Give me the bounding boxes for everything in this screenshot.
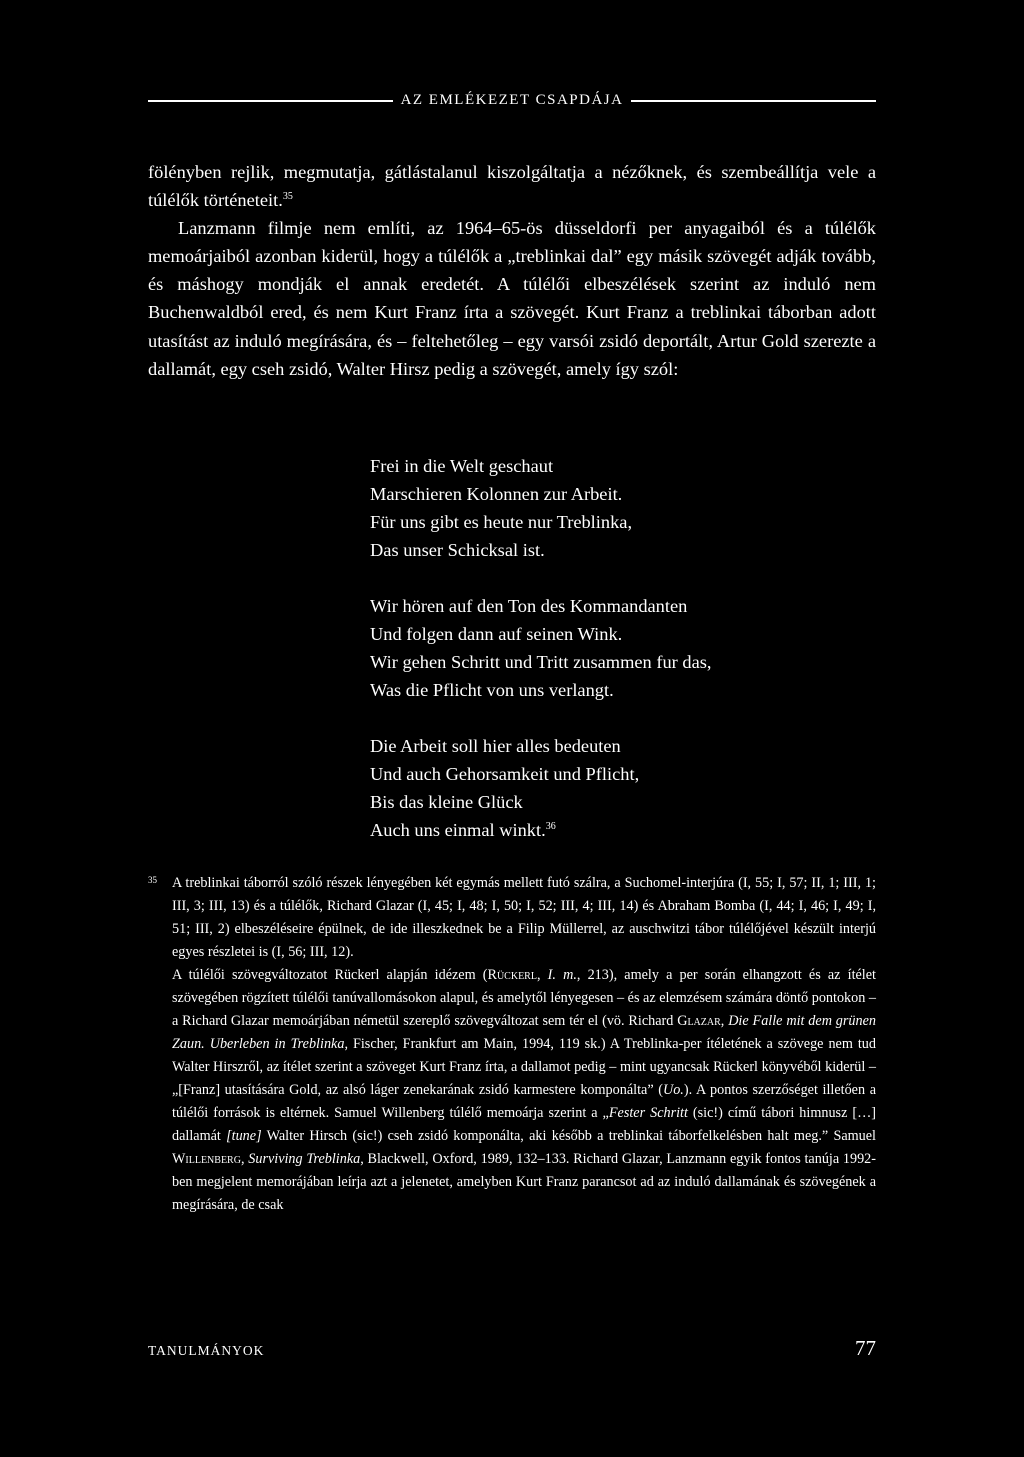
poem-stanza-3 xyxy=(370,732,870,844)
header-rule-right xyxy=(631,100,876,102)
footnote-number: 35 xyxy=(148,875,157,885)
paragraph-2: Lanzmann filmje nem említi, az 1964–65-ös düsseldorfi per anyagaiból és a túlélők memoárjaiból azonban kiderül, hogy a túlélők a „treblinkai dal” egy másik szövegét adják tovább, és máshogy mondják el annak eredetét. A túlélői elbeszélések szerint az induló nem Buchenwaldból ered, és nem Kurt Franz írta a szövegét. Kurt Franz a treblinkai táborban adott utasítást az induló megírására, és – feltehetőleg – egy varsói zsidó deportált, Artur Gold szerezte a dallamát, egy cseh zsidó, Walter Hirsz pedig a szövegét, amely így szól: xyxy=(148,218,876,379)
fn-text: Walter Hirsch (sic!) cseh zsidó komponálta, aki később a treblinkai táborfelkelésben halt meg.” Samuel xyxy=(261,1128,876,1144)
poem-line: Und folgen dann auf seinen Wink. xyxy=(370,624,623,644)
footnote-ref-36: 36 xyxy=(545,821,556,832)
poem xyxy=(370,452,870,872)
poem-line-last xyxy=(370,816,870,844)
poem-stanza-1 xyxy=(370,452,870,564)
poem-line: Das unser Schicksal ist. xyxy=(370,540,545,560)
footnote-35 xyxy=(148,872,876,1217)
author-name: Rückerl xyxy=(487,967,537,983)
poem-line: Wir gehen Schritt und Tritt zusammen fur das, xyxy=(370,652,712,672)
book-title: Die Falle mit dem grünen Zaun. Uberleben in Treblinka xyxy=(172,1013,876,1052)
header-rule-left xyxy=(148,100,393,102)
poem-line: Marschieren Kolonnen zur Arbeit. xyxy=(370,484,623,504)
fn-text: , Fischer, Frankfurt am Main, 1994, 119 sk.) A Treblinka-per ítéletének a szövege nem tud Walter Hirszről, az ítélet szerint a szöveget Kurt Franz írta, a dallamot pedig – mint ugyancsak Rückerl könyvéből kiderül – „[Franz] utasítására Gold, az alsó láger zenekarának zsidó karmestere komponálta” ( xyxy=(172,1036,876,1098)
running-header xyxy=(148,92,876,109)
fn-text: A túlélői szövegváltozatot Rückerl alapján idézem ( xyxy=(172,967,488,983)
paragraph-1 xyxy=(148,158,876,214)
song-title: Fester Schritt xyxy=(608,1105,688,1121)
main-text xyxy=(148,158,876,383)
poem-stanza-2 xyxy=(370,592,870,704)
poem-line-text: Auch uns einmal winkt. xyxy=(370,820,546,840)
paragraph-1-text: fölényben rejlik, megmutatja, gátlástalanul kiszolgáltatja a nézőknek, és szembeállítja vele a túlélők történeteit. xyxy=(148,162,876,211)
footnote-35-text: A treblinkai táborról szóló részek lényegében két egymás mellett futó szálra, a Suchomel-interjúra (I, 55; I, 57; II, 1; III, 1; III, 3; III, 13) és a túlélők, Richard Glazar (I, 45; I, 48; I, 50; I, 52; III, 4; III, 14) és Abraham Bomba (I, 44; I, 46; I, 49; I, 51; III, 2) elbeszéléseire épülnek, de ide illeszkednek be a Filip Müllerrel, az auschwitzi tábor túlélőjével készült interjú egyes részletei is (I, 56; III, 12). xyxy=(172,875,876,960)
page-footer xyxy=(148,1336,876,1361)
book-title: Surviving Treblinka xyxy=(248,1151,361,1167)
citation-abbrev: Uo. xyxy=(662,1082,684,1098)
poem-line: Wir hören auf den Ton des Kommandanten xyxy=(370,596,688,616)
author-name: Willenberg xyxy=(172,1151,241,1167)
poem-line: Was die Pflicht von uns verlangt. xyxy=(370,680,614,700)
fn-text: , 213), amely a per során elhangzott és az ítélet szövegében rögzített túlélői tanúvallomásokon alapul, és amelytől lényegesen – és az elemzésem számára döntő pontokon – a Richard Glazar memoárjában németül szereplő szövegváltozat sem tér el (vö. Richard xyxy=(172,967,876,1029)
running-header-title: AZ EMLÉKEZET CSAPDÁJA xyxy=(400,92,624,108)
fn-text: , Blackwell, Oxford, 1989, 132–133. Richard Glazar, Lanzmann egyik fontos tanúja 1992-ben megjelent memorájában leírja azt a jelenetet, amelyben Kurt Franz parancsot ad az induló dallamának és szövegének a megírására, de csak xyxy=(172,1151,876,1213)
section-name: TANULMÁNYOK xyxy=(148,1343,265,1358)
poem-line: Und auch Gehorsamkeit und Pflicht, xyxy=(370,764,640,784)
poem-line: Für uns gibt es heute nur Treblinka, xyxy=(370,512,633,532)
fn-text: (sic!) című tábori himnusz […] dallamát xyxy=(172,1105,876,1144)
quote-insert: [tune] xyxy=(226,1128,262,1144)
poem-line: Die Arbeit soll hier alles bedeuten xyxy=(370,736,621,756)
citation-abbrev: I. m. xyxy=(547,967,577,983)
poem-line: Frei in die Welt geschaut xyxy=(370,456,554,476)
poem-line: Bis das kleine Glück xyxy=(370,792,523,812)
author-name: Glazar xyxy=(677,1013,721,1029)
footnotes xyxy=(148,872,876,1217)
footnote-ref-35: 35 xyxy=(282,191,293,203)
page-number: 77 xyxy=(855,1336,876,1360)
footnote-36-text: A túlélői szövegváltozatot Rückerl alapján idézem (Rückerl, I. m., 213), amely a per során elhangzott és az ítélet szövegében rögzített túlélői tanúvallomásokon alapul, és amelytől lényegesen – és az elemzésem számára döntő pontokon – a Richard Glazar memoárjában németül szereplő szövegváltozat sem tér el (vö. Richard Glazar, Die Falle mit dem grünen Zaun. Uberleben in Treblinka, Fischer, Frankfurt am Main, 1994, 119 sk.) A Treblinka-per ítéletének a szövege nem tud Walter Hirszről, az ítélet szerint a szöveget Kurt Franz írta, a dallamot pedig – mint ugyancsak Rückerl könyvéből kiderül – „[Franz] utasítására Gold, az alsó láger zenekarának zsidó karmestere komponálta” (Uo.). A pontos szerzőséget illetően a túlélői források is eltérnek. Samuel Willenberg túlélő memoárja szerint a „Fester Schritt (sic!) című tábori himnusz […] dallamát [tune] Walter Hirsch (sic!) cseh zsidó komponálta, aki később a treblinkai táborfelkelésben halt meg.” Samuel Willenberg, Surviving Treblinka, Blackwell, Oxford, 1989, 132–133. Richard Glazar, Lanzmann egyik fontos tanúja 1992-ben megjelent memorájában leírja azt a jelenetet, amelyben Kurt Franz parancsot ad az induló dallamának és szövegének a megírására, de csak xyxy=(172,967,876,1213)
fn-text: ). A pontos szerzőséget illetően a túlélői források is eltérnek. Samuel Willenberg túlélő memoárja szerint a „ xyxy=(172,1082,876,1121)
